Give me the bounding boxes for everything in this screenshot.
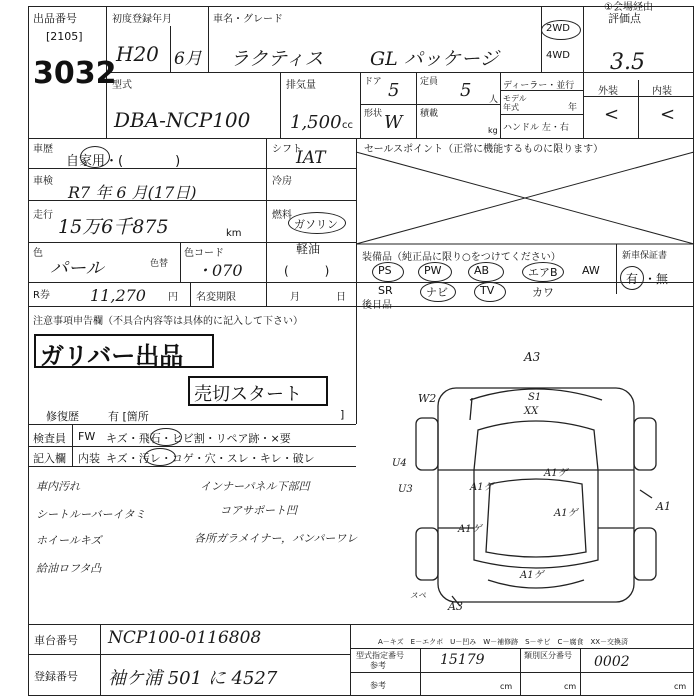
name-change-label: 名変期限 — [196, 292, 236, 303]
shift-value: IAT — [296, 148, 326, 168]
warranty-label: 新車保証書 — [622, 251, 668, 261]
reg-no-label: 登録番号 — [34, 670, 78, 683]
mileage-value: 15万6千875 — [58, 216, 169, 238]
name-change-day: 日 — [336, 292, 346, 303]
disp-label: 排気量 — [286, 80, 316, 91]
equip-sr: SR — [378, 284, 393, 297]
equip-airb: エアB — [528, 266, 558, 279]
mileage-label: 走行 — [33, 210, 53, 221]
disp-unit: cc — [342, 120, 353, 131]
mileage-unit: km — [226, 228, 242, 239]
eval-label: 評価点 — [608, 12, 641, 25]
equip-tv: TV — [480, 284, 495, 297]
size-cm-2: cm — [564, 682, 577, 691]
damage-legend: A－キズ E－エクボ U－凹み W－補修跡 S－サビ C－腐食 XX－交換済 — [378, 638, 629, 646]
car-label: 車名・グレード — [213, 14, 283, 25]
equip-aw: AW — [582, 264, 600, 277]
hw-note-3b: 各所ガラメイナー，バンパーワレ — [194, 532, 358, 545]
fw-label: FW — [78, 430, 96, 443]
repair-close: ] — [340, 408, 345, 421]
interior-check-label: 内装 — [78, 452, 100, 465]
reg-year: H20 — [116, 42, 159, 66]
mark-a1g-1: A1ゲ — [544, 468, 568, 479]
mark-a1g-5: A1ゲ — [520, 570, 544, 581]
mark-a1g-3: A1ゲ — [554, 508, 578, 519]
chassis-label: 車台番号 — [34, 634, 78, 647]
mark-a1g-2: A1ゲ — [470, 482, 494, 493]
hw-note-4a: 給油ロフタ凸 — [36, 562, 102, 575]
later-docs-label: 後日品 — [362, 300, 392, 311]
fuel-diesel: 軽油 — [296, 242, 321, 256]
warranty-no: ・無 — [644, 272, 669, 286]
exterior-label: 外装 — [598, 86, 618, 97]
warranty-yes: 有 — [626, 272, 639, 286]
equip-pw: PW — [424, 264, 442, 277]
equip-navi: ナビ — [426, 286, 448, 299]
color-label: 色 — [33, 248, 43, 259]
mark-a1-right: A1 — [656, 500, 671, 513]
disp-value: 1,500 — [290, 112, 342, 133]
color-code-label: 色コード — [184, 248, 224, 259]
fuel-gas: ガソリン — [294, 218, 338, 231]
model-label: 型式 — [112, 80, 132, 91]
door-label: ドア — [364, 77, 382, 87]
drive-4wd: 4WD — [546, 50, 570, 61]
color-code-value: ・070 — [196, 261, 243, 280]
exterior-value: < — [604, 104, 620, 125]
class-label: 類別区分番号 — [524, 651, 572, 660]
reg-label: 初度登録年月 — [112, 14, 172, 25]
stamp-start-text: 売切スタート — [194, 384, 302, 405]
handle-label: ハンドル 左・右 — [503, 123, 569, 133]
cooler-label: 冷房 — [272, 176, 292, 187]
model-designation-label: 型式指定番号 — [356, 651, 404, 660]
mark-spare: スペ — [410, 591, 426, 600]
hw-note-2b: コアサポート凹 — [220, 504, 297, 517]
use-label: 車歴 — [33, 144, 53, 155]
model-year-unit: 年 — [568, 103, 578, 113]
equip-leather: カワ — [532, 286, 554, 299]
recycle-value: 11,270 — [90, 286, 146, 305]
mark-a1g-4: A1ゲ — [458, 524, 482, 535]
sales-label: セールスポイント（正常に機能するものに限ります） — [364, 144, 604, 155]
hw-note-1b: インナーパネル下部凹 — [200, 480, 310, 493]
inspect-label: 車検 — [33, 176, 53, 187]
mark-s1: S1 — [528, 392, 542, 403]
seat-unit: 人 — [489, 95, 499, 105]
lot-label: 出品番号 — [33, 12, 77, 25]
equipment-label: 装備品（純正品に限り○をつけてください） — [362, 252, 561, 263]
hw-note-1a: 車内汚れ — [36, 480, 80, 493]
mark-a3-top: A3 — [524, 350, 541, 364]
shape-label: 形状 — [364, 109, 383, 119]
lot-sub: [2105] — [46, 30, 83, 43]
seat-label: 定員 — [420, 77, 439, 87]
model-year-label: モデル年式 — [503, 94, 527, 112]
interior-value: < — [660, 104, 676, 125]
seat-value: 5 — [460, 80, 472, 101]
fuel-paren: ( ) — [284, 264, 330, 278]
chassis-value: NCP100-0116808 — [108, 628, 262, 648]
inspector-label: 検査員 — [33, 432, 66, 445]
notes-label: 注意事項申告欄（不具合内容等は具体的に記入して下さい） — [33, 316, 303, 327]
mark-w2: W2 — [418, 392, 437, 405]
eval-score: 3.5 — [610, 50, 645, 75]
repair-value: 有 [箇所 — [108, 410, 149, 423]
color-change-label: 色替 — [150, 259, 169, 269]
repair-label: 修復歴 — [46, 410, 79, 423]
model-designation-ref: 参考 — [370, 661, 386, 670]
name-change-month: 月 — [290, 292, 300, 303]
equip-ps: PS — [378, 264, 392, 277]
top-note: ①会場経由 — [604, 2, 653, 13]
model-value: DBA-NCP100 — [114, 108, 251, 132]
drive-2wd: 2WD — [546, 23, 570, 34]
color-value: パール — [50, 258, 104, 279]
door-value: 5 — [388, 80, 400, 101]
model-designation-value: 15179 — [440, 652, 485, 668]
fw-items: キズ・飛石・ヒビ割・リペア跡・×要 — [106, 432, 291, 445]
hw-note-2a: シートルーバーイタミ — [36, 508, 146, 521]
recycle-label: R券 — [33, 290, 50, 301]
fuel-label: 燃料 — [272, 210, 292, 221]
interior-items: キズ・汚レ・コゲ・穴・スレ・キレ・破レ — [106, 452, 315, 465]
shape-value: W — [384, 112, 403, 133]
stamp-gulliver-text: ガリバー出品 — [40, 342, 184, 370]
recycle-unit: 円 — [168, 292, 178, 303]
equip-ab: AB — [474, 264, 490, 277]
shift-label: シフト — [272, 144, 302, 155]
inspect-value: R7 年 6 月(17日) — [68, 183, 197, 202]
record-label: 記入欄 — [33, 452, 66, 465]
mark-xx: XX — [524, 406, 539, 417]
car-name: ラクティス — [230, 48, 324, 70]
reg-month: 6月 — [174, 49, 202, 69]
interior-label: 内装 — [652, 86, 672, 97]
load-unit: kg — [488, 126, 498, 135]
mark-u4: U4 — [392, 458, 407, 469]
size-label: 参考 — [370, 681, 386, 690]
hw-note-3a: ホイールキズ — [36, 534, 102, 547]
dealer-label: ディーラー・並行 — [503, 81, 575, 91]
size-cm-1: cm — [500, 682, 513, 691]
use-value: 自家用・( ) — [66, 154, 181, 169]
size-cm-3: cm — [674, 682, 687, 691]
mark-a3-bottom: A3 — [448, 600, 463, 613]
car-grade: GL パッケージ — [370, 48, 499, 70]
reg-no-value: 袖ケ浦 501 に 4527 — [108, 668, 278, 689]
mark-u3: U3 — [398, 484, 413, 495]
class-value: 0002 — [594, 654, 630, 670]
load-label: 積載 — [420, 109, 439, 119]
lot-number: 3032 — [33, 56, 117, 91]
